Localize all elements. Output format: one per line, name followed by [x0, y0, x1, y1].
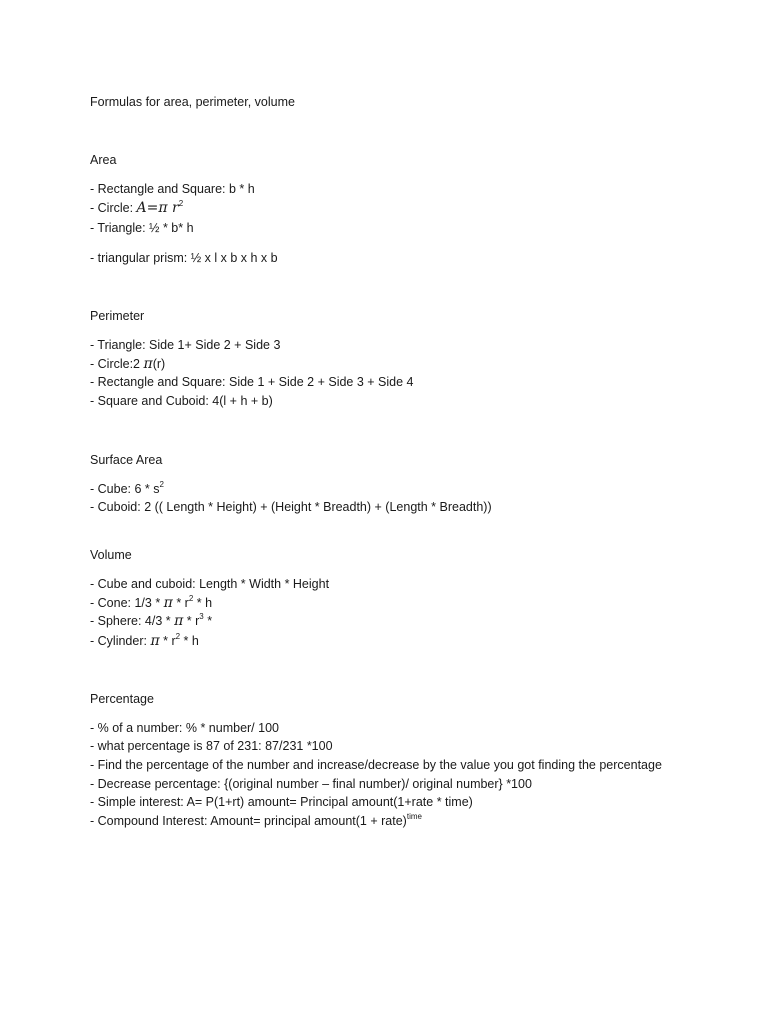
percentage-heading: Percentage	[90, 692, 154, 706]
percentage-of-number: - % of a number: % * number/ 100	[90, 721, 279, 735]
volume-cone-mid: * r	[172, 596, 189, 610]
surface-area-cuboid: - Cuboid: 2 (( Length * Height) + (Height * Breadth) + (Length * Breadth))	[90, 500, 492, 514]
percentage-find-percentage: - Find the percentage of the number and increase/decrease by the value you got finding the percentage	[90, 758, 662, 772]
volume-cylinder-mid: * r	[159, 634, 176, 648]
percentage-simple-interest: - Simple interest: A= P(1+rt) amount= Principal amount(1+rate * time)	[90, 795, 473, 809]
area-circle-prefix: - Circle:	[90, 201, 137, 215]
percentage-what-percentage: - what percentage is 87 of 231: 87/231 *100	[90, 739, 333, 753]
volume-cone-prefix: - Cone: 1/3 *	[90, 596, 164, 610]
volume-sphere-exponent: 3	[199, 611, 204, 621]
volume-cylinder-suffix: * h	[180, 634, 199, 648]
area-heading: Area	[90, 153, 117, 167]
area-circle-formula: A=π r	[136, 200, 179, 216]
volume-cone	[90, 595, 212, 611]
volume-sphere-prefix: - Sphere: 4/3 *	[90, 614, 175, 628]
volume-cone-exponent: 2	[188, 593, 194, 603]
area-circle-exponent: 2	[178, 198, 184, 208]
document-title: Formulas for area, perimeter, volume	[90, 95, 295, 109]
volume-sphere	[90, 613, 212, 629]
surface-area-cube-exponent: 2	[159, 479, 164, 489]
volume-heading: Volume	[90, 548, 132, 562]
perimeter-heading: Perimeter	[90, 309, 145, 323]
area-triangle: - Triangle: ½ * b* h	[90, 221, 194, 235]
volume-sphere-pi: π	[174, 613, 184, 629]
area-triangular-prism: - triangular prism: ½ x l x b x h x b	[90, 251, 278, 265]
area-circle	[90, 200, 183, 216]
perimeter-circle	[90, 356, 165, 372]
volume-cylinder-prefix: - Cylinder:	[90, 634, 151, 648]
perimeter-square-cuboid: - Square and Cuboid: 4(l + h + b)	[90, 394, 273, 408]
volume-cone-pi: π	[163, 595, 173, 611]
surface-area-cube-prefix: - Cube: 6 * s	[90, 482, 160, 496]
perimeter-circle-suffix: (r)	[152, 357, 166, 371]
percentage-compound-interest	[90, 813, 422, 829]
compound-interest-prefix: - Compound Interest: Amount= principal amount(1 + rate)	[90, 814, 407, 828]
percentage-decrease: - Decrease percentage: {(original number – final number)/ original number} *100	[90, 777, 532, 791]
volume-sphere-suffix: *	[203, 614, 213, 628]
area-rect-square: - Rectangle and Square: b * h	[90, 182, 255, 196]
surface-area-cube	[90, 481, 164, 497]
volume-cylinder	[90, 633, 199, 649]
perimeter-rect-square: - Rectangle and Square: Side 1 + Side 2 + Side 3 + Side 4	[90, 375, 414, 389]
compound-interest-exponent: time	[406, 811, 422, 821]
volume-cylinder-pi: π	[150, 633, 160, 649]
volume-cylinder-exponent: 2	[175, 631, 181, 641]
perimeter-circle-pi: π	[143, 356, 153, 372]
perimeter-circle-prefix: - Circle:2	[90, 357, 144, 371]
volume-cone-suffix: * h	[193, 596, 213, 610]
surface-area-heading: Surface Area	[90, 453, 163, 467]
perimeter-triangle: - Triangle: Side 1+ Side 2 + Side 3	[90, 338, 281, 352]
volume-cube-cuboid: - Cube and cuboid: Length * Width * Height	[90, 577, 330, 591]
volume-sphere-mid: * r	[183, 614, 200, 628]
